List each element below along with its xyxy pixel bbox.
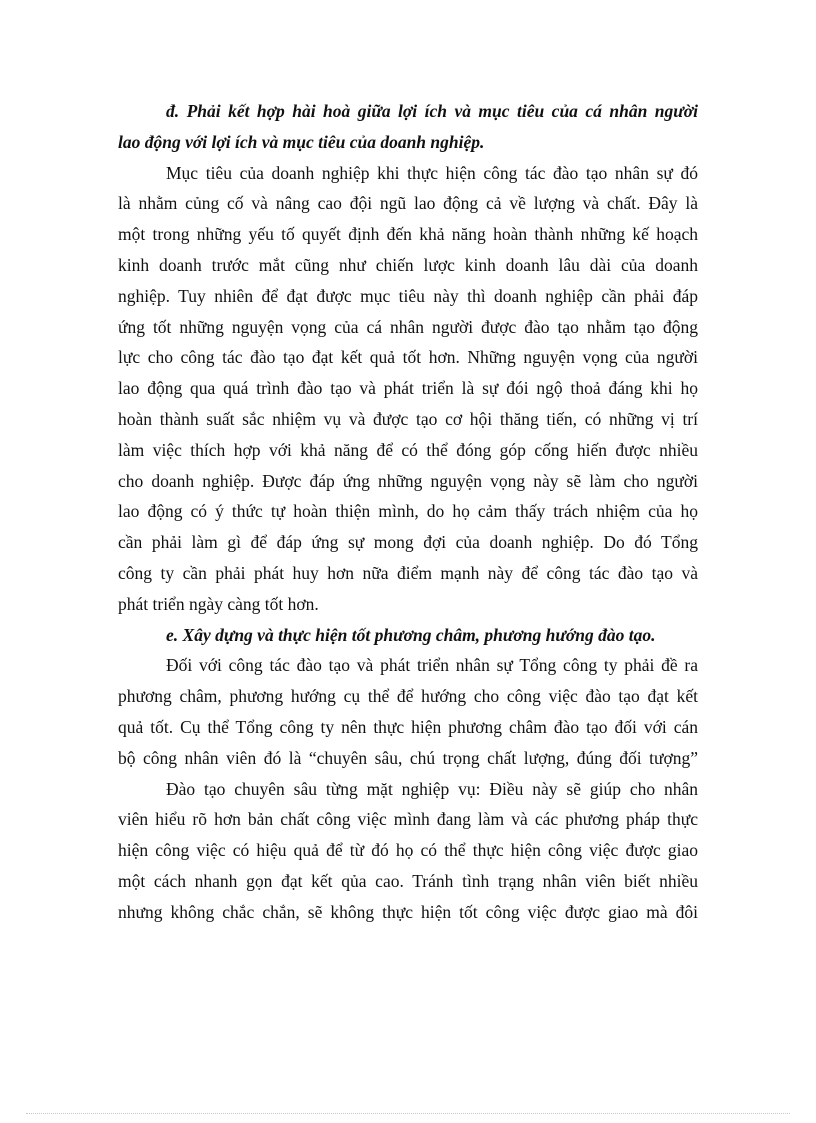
- para1-line-3: một trong những yếu tố quyết định đến khả năng hoàn thành những kế hoạch: [118, 224, 698, 245]
- para1-line-13: cần phải làm gì để đáp ứng sự mong đợi của doanh nghiệp. Do đó Tổng: [118, 532, 698, 553]
- para3-line-3: hiện công việc có hiệu quả để từ đó họ có thể thực hiện công việc được giao: [118, 840, 698, 861]
- para2-line-1: Đối với công tác đào tạo và phát triển nhân sự Tổng công ty phải đề ra: [166, 655, 698, 676]
- heading-d-line-1: đ. Phải kết hợp hài hoà giữa lợi ích và mục tiêu của cá nhân người: [166, 101, 698, 121]
- paragraph-d-body: [118, 158, 698, 620]
- document-page: [118, 96, 698, 928]
- para1-line-15: phát triển ngày càng tốt hơn.: [118, 593, 319, 614]
- para1-line-1: Mục tiêu của doanh nghiệp khi thực hiện công tác đào tạo nhân sự đó: [166, 162, 698, 183]
- para2-line-4: bộ công nhân viên đó là “chuyên sâu, chú trọng chất lượng, đúng đối tượng”: [118, 747, 698, 768]
- para1-line-4: kinh doanh trước mắt cũng như chiến lược kinh doanh lâu dài của doanh: [118, 254, 698, 275]
- para1-line-2: là nhằm củng cố và nâng cao đội ngũ lao động cả về lượng và chất. Đây là: [118, 193, 698, 214]
- para1-line-5: nghiệp. Tuy nhiên để đạt được mục tiêu này thì doanh nghiệp cần phải đáp: [118, 285, 698, 306]
- para2-line-2: phương châm, phương hướng cụ thể để hướng cho công việc đào tạo đạt kết: [118, 686, 698, 707]
- page-bottom-divider: [26, 1113, 790, 1114]
- para1-line-11: cho doanh nghiệp. Được đáp ứng những nguyện vọng này sẽ làm cho người: [118, 470, 698, 491]
- heading-e-line: e. Xây dựng và thực hiện tốt phương châm, phương hướng đào tạo.: [166, 624, 656, 645]
- para1-line-9: hoàn thành suất sắc nhiệm vụ và được tạo cơ hội thăng tiến, có những vị trí: [118, 408, 698, 429]
- section-heading-d: [118, 96, 698, 158]
- para3-line-1: Đào tạo chuyên sâu từng mặt nghiệp vụ: Điều này sẽ giúp cho nhân: [166, 778, 698, 799]
- para2-line-3: quả tốt. Cụ thể Tổng công ty nên thực hiện phương châm đào tạo đối với cán: [118, 716, 698, 737]
- para3-line-4: một cách nhanh gọn đạt kết qủa cao. Tránh tình trạng nhân viên biết nhiều: [118, 870, 698, 891]
- heading-d-line-2: lao động với lợi ích và mục tiêu của doanh nghiệp.: [118, 131, 485, 152]
- para3-line-2: viên hiểu rõ hơn bản chất công việc mình đang làm và các phương pháp thực: [118, 809, 698, 830]
- section-heading-e: [118, 620, 698, 651]
- para1-line-8: lao động qua quá trình đào tạo và phát triển là sự đói ngộ thoả đáng khi họ: [118, 378, 698, 399]
- paragraph-specialization: [118, 774, 698, 928]
- para1-line-6: ứng tốt những nguyện vọng của cá nhân người được đào tạo nhằm tạo động: [118, 316, 698, 337]
- para1-line-7: lực cho công tác đào tạo đạt kết quả tốt hơn. Những nguyện vọng của người: [118, 347, 698, 368]
- para1-line-12: lao động có ý thức tự hoàn thiện mình, do họ cảm thấy trách nhiệm của họ: [118, 501, 698, 522]
- para1-line-10: làm việc thích hợp với khả năng để có thể đóng góp cống hiến được nhiều: [118, 439, 698, 460]
- paragraph-e-body: [118, 650, 698, 773]
- para1-line-14: công ty cần phải phát huy hơn nữa điểm mạnh này để công tác đào tạo và: [118, 562, 698, 583]
- para3-line-5: nhưng không chắc chắn, sẽ không thực hiện tốt công việc được giao mà đôi: [118, 901, 698, 922]
